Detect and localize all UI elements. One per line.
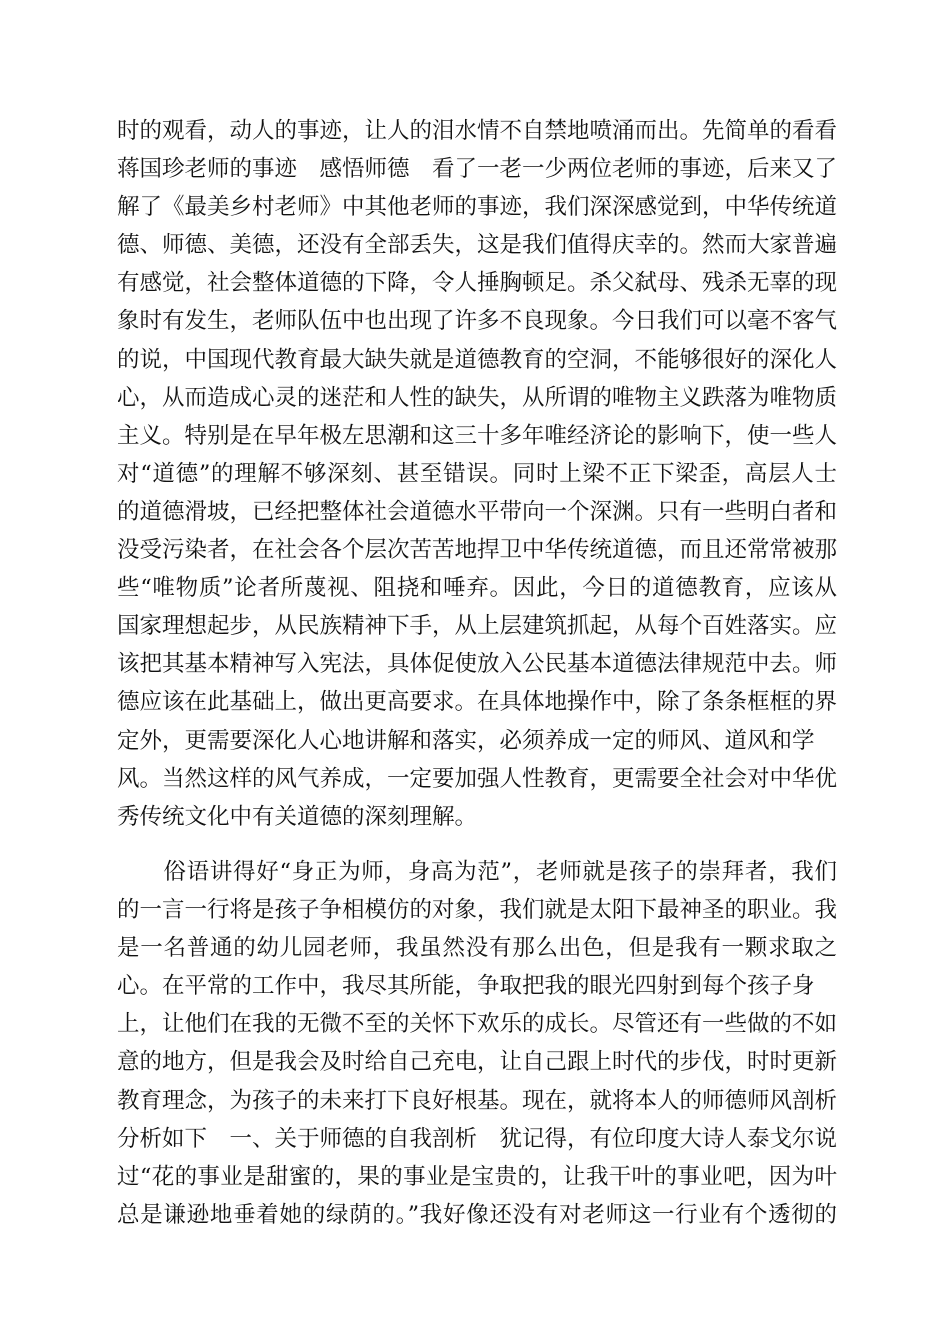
text-line: 分析如下 一、关于师德的自我剖析 犹记得，有位印度大诗人泰戈尔说 xyxy=(117,1125,838,1152)
text-line: 定外，更需要深化人心地讲解和落实，必须养成一定的师风、道风和学 xyxy=(117,727,815,754)
text-line: 时的观看，动人的事迹，让人的泪水情不自禁地喷涌而出。先简单的看看 xyxy=(117,118,838,144)
text-line: 秀传统文化中有关道德的深刻理解。 xyxy=(117,803,478,830)
text-line: 些“唯物质”论者所蔑视、阻挠和唾弃。因此，今日的道德教育，应该从 xyxy=(117,575,837,602)
text-line: 总是谦逊地垂着她的绿荫的。”我好像还没有对老师这一行业有个透彻的 xyxy=(117,1201,837,1228)
text-line: 对“道德”的理解不够深刻、甚至错误。同时上梁不正下梁歪，高层人士 xyxy=(117,460,837,487)
text-line: 没受污染者，在社会各个层次苦苦地捍卫中华传统道德，而且还常常被那 xyxy=(117,537,838,564)
paragraph-1 xyxy=(117,112,837,836)
text-line: 解了《最美乡村老师》中其他老师的事迹，我们深深感觉到，中华传统道 xyxy=(117,194,838,221)
text-line: 的道德滑坡，已经把整体社会道德水平带向一个深渊。只有一些明白者和 xyxy=(117,498,838,525)
text-line: 德应该在此基础上，做出更高要求。在具体地操作中，除了条条框框的界 xyxy=(117,689,838,716)
text-line: 教育理念，为孩子的未来打下良好根基。现在，就将本人的师德师风剖析 xyxy=(117,1087,838,1114)
text-line: 上，让他们在我的无微不至的关怀下欢乐的成长。尽管还有一些做的不如 xyxy=(117,1011,838,1038)
text-line: 心，从而造成心灵的迷茫和人性的缺失，从所谓的唯物主义跌落为唯物质 xyxy=(117,384,838,411)
text-line: 主义。特别是在早年极左思潮和这三十多年唯经济论的影响下，使一些人 xyxy=(117,422,838,449)
text-line: 象时有发生，老师队伍中也出现了许多不良现象。今日我们可以毫不客气 xyxy=(117,308,838,335)
text-line: 心。在平常的工作中，我尽其所能，争取把我的眼光四射到每个孩子身 xyxy=(117,973,815,1000)
text-line: 俗语讲得好“身正为师，身高为范”，老师就是孩子的崇拜者，我们 xyxy=(117,859,837,885)
text-line: 过“花的事业是甜蜜的，果的事业是宝贵的，让我干叶的事业吧，因为叶 xyxy=(117,1163,837,1190)
text-line: 蒋国珍老师的事迹 感悟师德 看了一老一少两位老师的事迹，后来又了 xyxy=(117,156,838,183)
text-line: 意的地方，但是我会及时给自己充电，让自己跟上时代的步伐，时时更新 xyxy=(117,1049,838,1076)
text-line: 的说，中国现代教育最大缺失就是道德教育的空洞，不能够很好的深化人 xyxy=(117,346,838,373)
text-line: 是一名普通的幼儿园老师，我虽然没有那么出色，但是我有一颗求取之 xyxy=(117,935,837,962)
text-line: 该把其基本精神写入宪法，具体促使放入公民基本道德法律规范中去。师 xyxy=(117,651,838,678)
text-line: 国家理想起步，从民族精神下手，从上层建筑抓起，从每个百姓落实。应 xyxy=(117,613,838,640)
text-line: 有感觉，社会整体道德的下降，令人捶胸顿足。杀父弑母、残杀无辜的现 xyxy=(117,270,838,297)
paragraph-2 xyxy=(117,853,837,1234)
text-line: 风。当然这样的风气养成，一定要加强人性教育，更需要全社会对中华优 xyxy=(117,765,838,792)
text-line: 德、师德、美德，还没有全部丢失，这是我们值得庆幸的。然而大家普遍 xyxy=(117,232,838,259)
text-line: 的一言一行将是孩子争相模仿的对象，我们就是太阳下最神圣的职业。我 xyxy=(117,897,838,924)
